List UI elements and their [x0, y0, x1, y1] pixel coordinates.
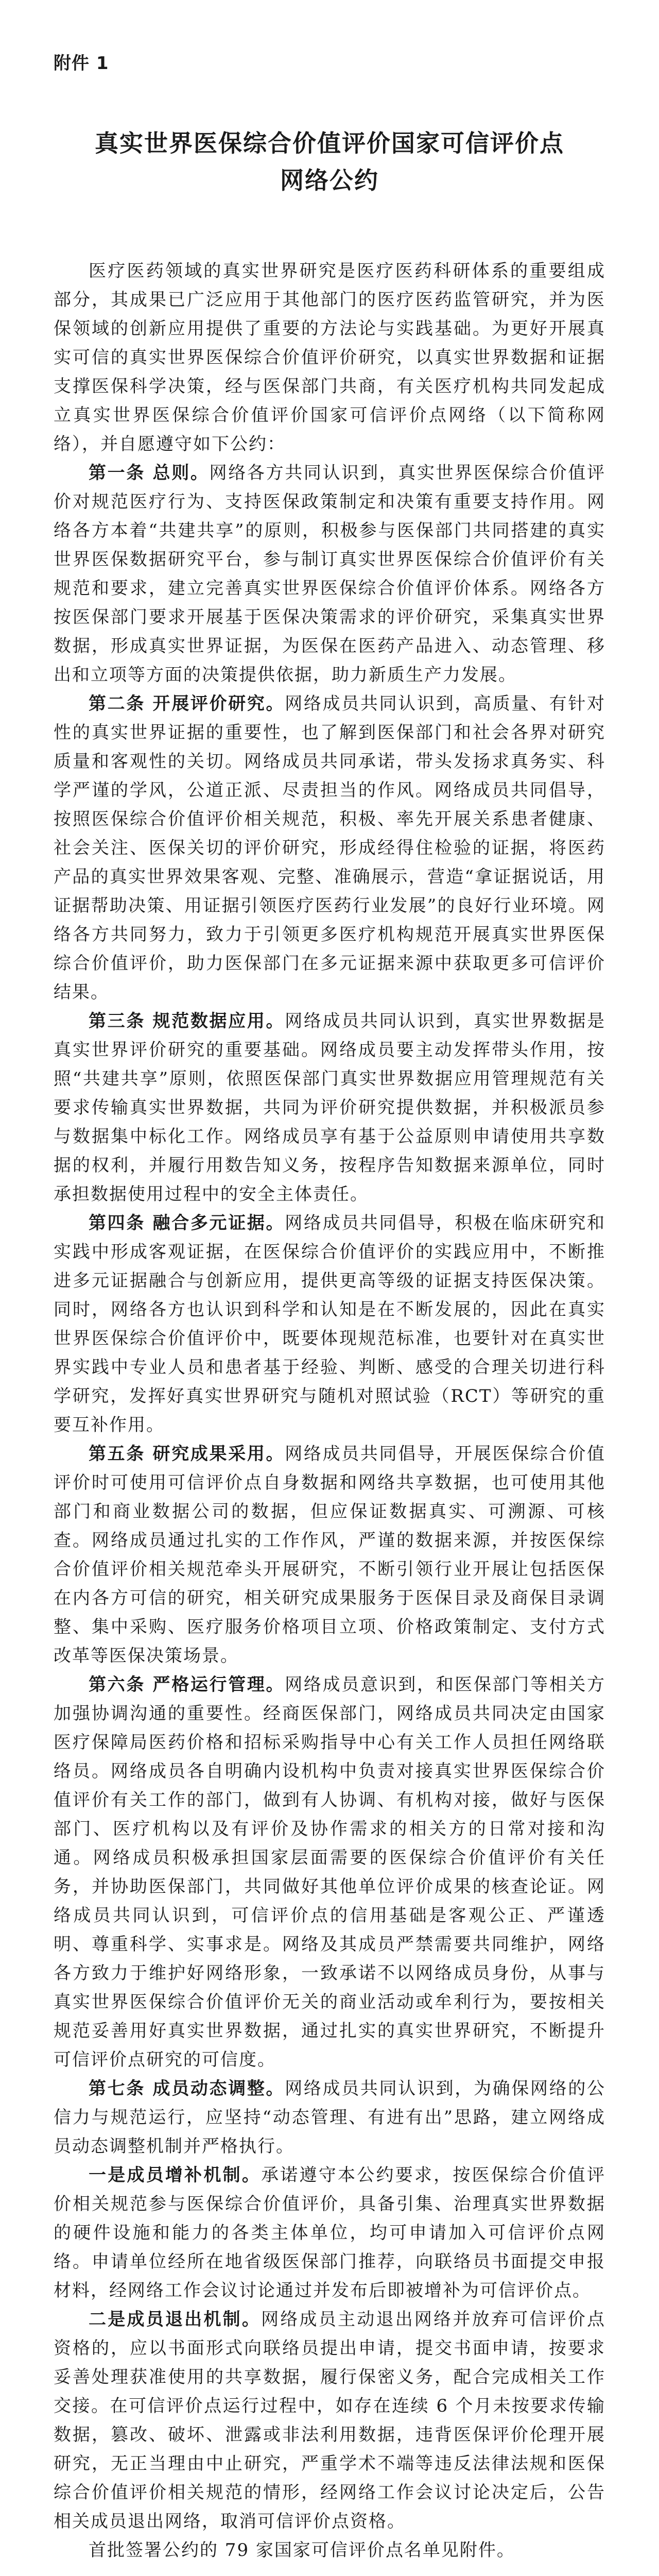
article-4 — [54, 1209, 605, 1439]
sub-item-1-text: 承诺遵守本公约要求，按医保综合价值评价相关规范参与医保综合价值评价，具备引集、治理真实世界数据的硬件设施和能力的各类主体单位，均可申请加入可信评价点网络。申请单位经所在地省级医保部门推荐，向联络员书面提交申报材料，经网络工作会议讨论通过并发布后即被增补为可信评价点。 — [54, 2165, 605, 2301]
article-4-heading: 第四条 融合多元证据。 — [89, 1213, 285, 1233]
article-2-text: 网络成员共同认识到，高质量、有针对性的真实世界证据的重要性，也了解到医保部门和社会各界对研究质量和客观性的关切。网络成员共同承诺，带头发扬求真务实、科学严谨的学风，公道正派、尽责担当的作风。网络成员共同倡导，按照医保综合价值评价相关规范，积极、率先开展关系患者健康、社会关注、医保关切的评价研究，形成经得住检验的证据，将医药产品的真实世界效果客观、完整、准确展示，营造“拿证据说话，用证据帮助决策、用证据引领医疗医药行业发展”的良好行业环境。网络各方共同努力，致力于引领更多医疗机构规范开展真实世界医保综合价值评价，助力医保部门在多元证据来源中获取更多可信评价结果。 — [54, 693, 605, 1003]
article-6-text: 网络成员意识到，和医保部门等相关方加强协调沟通的重要性。经商医保部门，网络成员共同决定由国家医疗保障局医药价格和招标采购指导中心有关工作人员担任网络联络员。网络成员各自明确内设机构中负责对接真实世界医保综合价值评价有关工作的部门，做到有人协调、有机构对接，做好与医保部门、医疗机构以及有评价及协作需求的相关方的日常对接和沟通。网络成员积极承担国家层面需要的医保综合价值评价有关任务，并协助医保部门，共同做好其他单位评价成果的核查论证。网络成员共同认识到，可信评价点的信用基础是客观公正、严谨透明、尊重科学、实事求是。网络及其成员严禁需要共同维护，网络各方致力于维护好网络形象，一致承诺不以网络成员身份，从事与真实世界医保综合价值评价无关的商业活动或牟利行为，要按相关规范妥善用好真实世界数据，通过扎实的真实世界研究，不断提升可信评价点研究的可信度。 — [54, 1674, 605, 2070]
article-1-heading: 第一条 总则。 — [89, 463, 210, 483]
document-title — [54, 125, 605, 199]
article-2-heading: 第二条 开展评价研究。 — [89, 693, 285, 714]
article-7-text: 网络成员共同认识到，为确保网络的公信力与规范运行，应坚持“动态管理、有进有出”思路，建立网络成员动态调整机制并严格执行。 — [54, 2078, 605, 2157]
sub-item-2 — [54, 2305, 605, 2536]
article-7 — [54, 2074, 605, 2161]
article-6-heading: 第六条 严格运行管理。 — [89, 1674, 285, 1695]
article-3-text: 网络成员共同认识到，真实世界数据是真实世界评价研究的重要基础。网络成员要主动发挥带头作用，按照“共建共享”原则，依照医保部门真实世界数据应用管理规范有关要求传输真实世界数据，共同为评价研究提供数据，并积极派员参与数据集中标化工作。网络成员享有基于公益原则申请使用共享数据的权利，并履行用数告知义务，按程序告知数据来源单位，同时承担数据使用过程中的安全主体责任。 — [54, 1011, 605, 1205]
article-5-text: 网络成员共同倡导，开展医保综合价值评价时可使用可信评价点自身数据和网络共享数据，也可使用其他部门和商业数据公司的数据，但应保证数据真实、可溯源、可核查。网络成员通过扎实的工作作风，严谨的数据来源，并按医保综合价值评价相关规范牵头开展研究，不断引领行业开展让包括医保在内各方可信的研究，相关研究成果服务于医保目录及商保目录调整、集中采购、医疗服务价格项目立项、价格政策制定、支付方式改革等医保决策场景。 — [54, 1444, 605, 1666]
article-5 — [54, 1439, 605, 1670]
article-3-heading: 第三条 规范数据应用。 — [89, 1011, 285, 1031]
article-1-text: 网络各方共同认识到，真实世界医保综合价值评价对规范医疗行为、支持医保政策制定和决策有重要支持作用。网络各方本着“共建共享”的原则，积极参与医保部门共同搭建的真实世界医保数据研究平台，参与制订真实世界医保综合价值评价有关规范和要求，建立完善真实世界医保综合价值评价体系。网络各方按医保部门要求开展基于医保决策需求的评价研究，采集真实世界数据，形成真实世界证据，为医保在医药产品进入、动态管理、移出和立项等方面的决策提供依据，助力新质生产力发展。 — [54, 463, 605, 685]
article-3 — [54, 1007, 605, 1209]
title-line-1: 真实世界医保综合价值评价国家可信评价点 — [95, 129, 564, 157]
article-1 — [54, 459, 605, 689]
article-2 — [54, 689, 605, 1007]
sub-item-2-heading: 二是成员退出机制。 — [89, 2309, 262, 2330]
sub-item-1 — [54, 2161, 605, 2305]
intro-paragraph: 医疗医药领域的真实世界研究是医疗医药科研体系的重要组成部分，其成果已广泛应用于其他部门的医疗医药监管研究，并为医保领域的创新应用提供了重要的方法论与实践基础。为更好开展真实可信的真实世界医保综合价值评价研究，以真实世界数据和证据支撑医保科学决策，经与医保部门共商，有关医疗机构共同发起成立真实世界医保综合价值评价国家可信评价点网络（以下简称网络），并自愿遵守如下公约： — [54, 261, 605, 454]
attachment-label: 附件 1 — [54, 53, 109, 74]
sub-item-1-heading: 一是成员增补机制。 — [89, 2165, 262, 2185]
title-line-2: 网络公约 — [280, 166, 379, 194]
article-6 — [54, 1670, 605, 2074]
article-4-text: 网络成员共同倡导，积极在临床研究和实践中形成客观证据，在医保综合价值评价的实践应用中，不断推进多元证据融合与创新应用，提供更高等级的证据支持医保决策。同时，网络各方也认识到科学和认知是在不断发展的，因此在真实世界医保综合价值评价中，既要体现规范标准，也要针对在真实世界实践中专业人员和患者基于经验、判断、感受的合理关切进行科学研究，发挥好真实世界研究与随机对照试验（RCT）等研究的重要互补作用。 — [54, 1213, 605, 1435]
article-7-heading: 第七条 成员动态调整。 — [89, 2078, 285, 2099]
closing-paragraph: 首批签署公约的 79 家国家可信评价点名单见附件。 — [89, 2540, 515, 2561]
article-5-heading: 第五条 研究成果采用。 — [89, 1444, 285, 1464]
sub-item-2-text: 网络成员主动退出网络并放弃可信评价点资格的，应以书面形式向联络员提出申请，提交书面申请，按要求妥善处理获准使用的共享数据，履行保密义务，配合完成相关工作交接。在可信评价点运行过程中，如存在连续 6 个月未按要求传输数据，篡改、破坏、泄露或非法利用数据，违背医保评价伦理开展研究，无正当理由中止研究，严重学术不端等违反法律法规和医保综合价值评价相关规范的情形，经网络工作会议讨论决定后，公告相关成员退出网络，取消可信评价点资格。 — [54, 2309, 605, 2532]
